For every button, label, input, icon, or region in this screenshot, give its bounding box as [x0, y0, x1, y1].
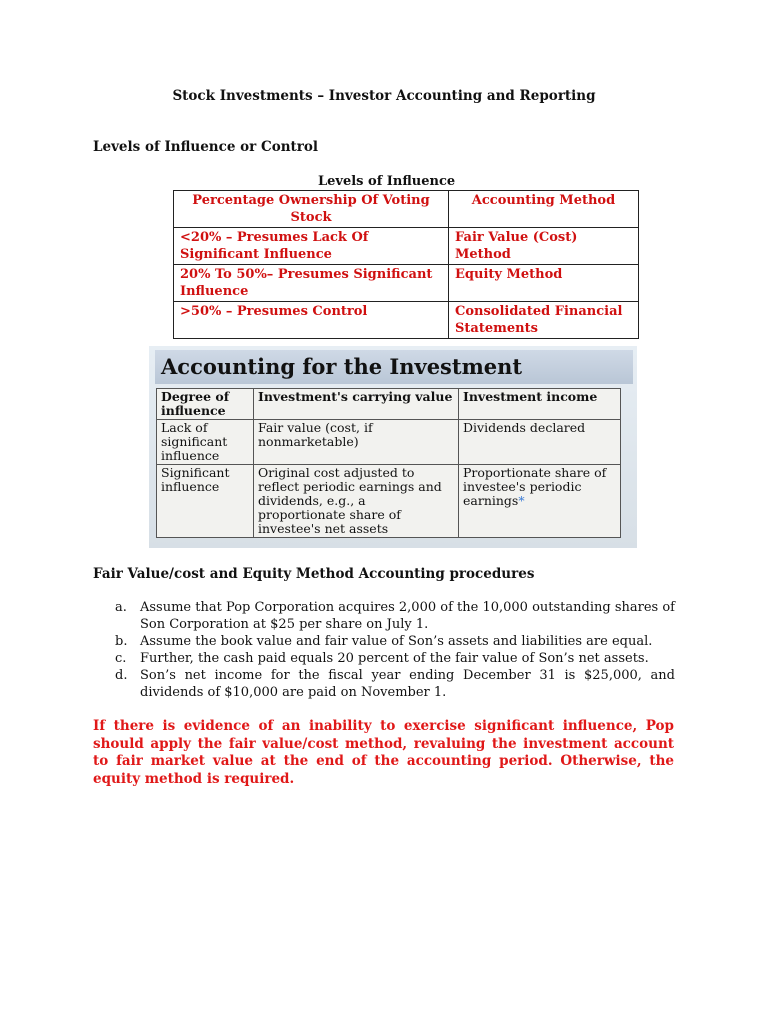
footnote-mark: * — [518, 493, 525, 508]
accounting-investment-slide-image — [149, 346, 637, 548]
slide-cell: Significant influence — [157, 465, 254, 538]
procedures-heading: Fair Value/cost and Equity Method Accounting procedures — [93, 566, 535, 582]
slide-title: Accounting for the Investment — [155, 350, 633, 384]
list-item — [115, 650, 675, 667]
ownership-cell: 20% To 50%– Presumes Significant Influence — [174, 265, 449, 302]
slide-header-income: Investment income — [459, 389, 621, 420]
header-ownership: Percentage Ownership Of Voting Stock — [174, 191, 449, 228]
list-text: Assume that Pop Corporation acquires 2,000 of the 10,000 outstanding shares of Son Corporation at $25 per share on July 1. — [140, 600, 675, 632]
table-row — [174, 302, 639, 339]
slide-cell — [459, 465, 621, 538]
influence-table-caption: Levels of Influence — [318, 174, 456, 189]
slide-cell: Dividends declared — [459, 420, 621, 465]
list-label: d. — [115, 668, 128, 683]
list-label: b. — [115, 634, 128, 649]
list-label: c. — [115, 651, 127, 666]
slide-table-header — [157, 389, 621, 420]
list-item — [115, 667, 675, 701]
slide-header-degree: Degree of influence — [157, 389, 254, 420]
list-item — [115, 633, 675, 650]
influence-table — [173, 190, 639, 339]
slide-cell: Original cost adjusted to reflect periodic earnings and dividends, e.g., a proportionate share of investee's net assets — [254, 465, 459, 538]
ownership-cell: >50% – Presumes Control — [174, 302, 449, 339]
document-title: Stock Investments – Investor Accounting and Reporting — [172, 88, 596, 104]
slide-cell-text: Proportionate share of investee's periodic earnings — [463, 465, 607, 508]
list-item — [115, 599, 675, 633]
ownership-cell: <20% – Presumes Lack Of Significant Influence — [174, 228, 449, 265]
influence-table-header — [174, 191, 639, 228]
method-cell: Fair Value (Cost) Method — [449, 228, 639, 265]
table-row — [157, 420, 621, 465]
list-label: a. — [115, 600, 127, 615]
table-row — [174, 228, 639, 265]
procedures-list — [115, 599, 675, 701]
section-heading-influence: Levels of Influence or Control — [93, 139, 318, 155]
list-text: Further, the cash paid equals 20 percent of the fair value of Son’s net assets. — [140, 651, 649, 666]
method-cell: Consolidated Financial Statements — [449, 302, 639, 339]
slide-cell: Fair value (cost, if nonmarketable) — [254, 420, 459, 465]
method-note: If there is evidence of an inability to exercise significant influence, Pop should apply the fair value/cost method, revaluing the investment account to fair market value at the end of the accounting period. Otherwise, the equity method is required. — [93, 718, 674, 787]
header-method: Accounting Method — [449, 191, 639, 228]
method-cell: Equity Method — [449, 265, 639, 302]
slide-cell: Lack of significant influence — [157, 420, 254, 465]
slide-header-carrying-value: Investment's carrying value — [254, 389, 459, 420]
slide-table — [156, 388, 621, 538]
table-row — [174, 265, 639, 302]
table-row — [157, 465, 621, 538]
list-text: Assume the book value and fair value of Son’s assets and liabilities are equal. — [140, 634, 653, 649]
list-text: Son’s net income for the fiscal year ending December 31 is $25,000, and dividends of $10,000 are paid on November 1. — [140, 668, 675, 700]
